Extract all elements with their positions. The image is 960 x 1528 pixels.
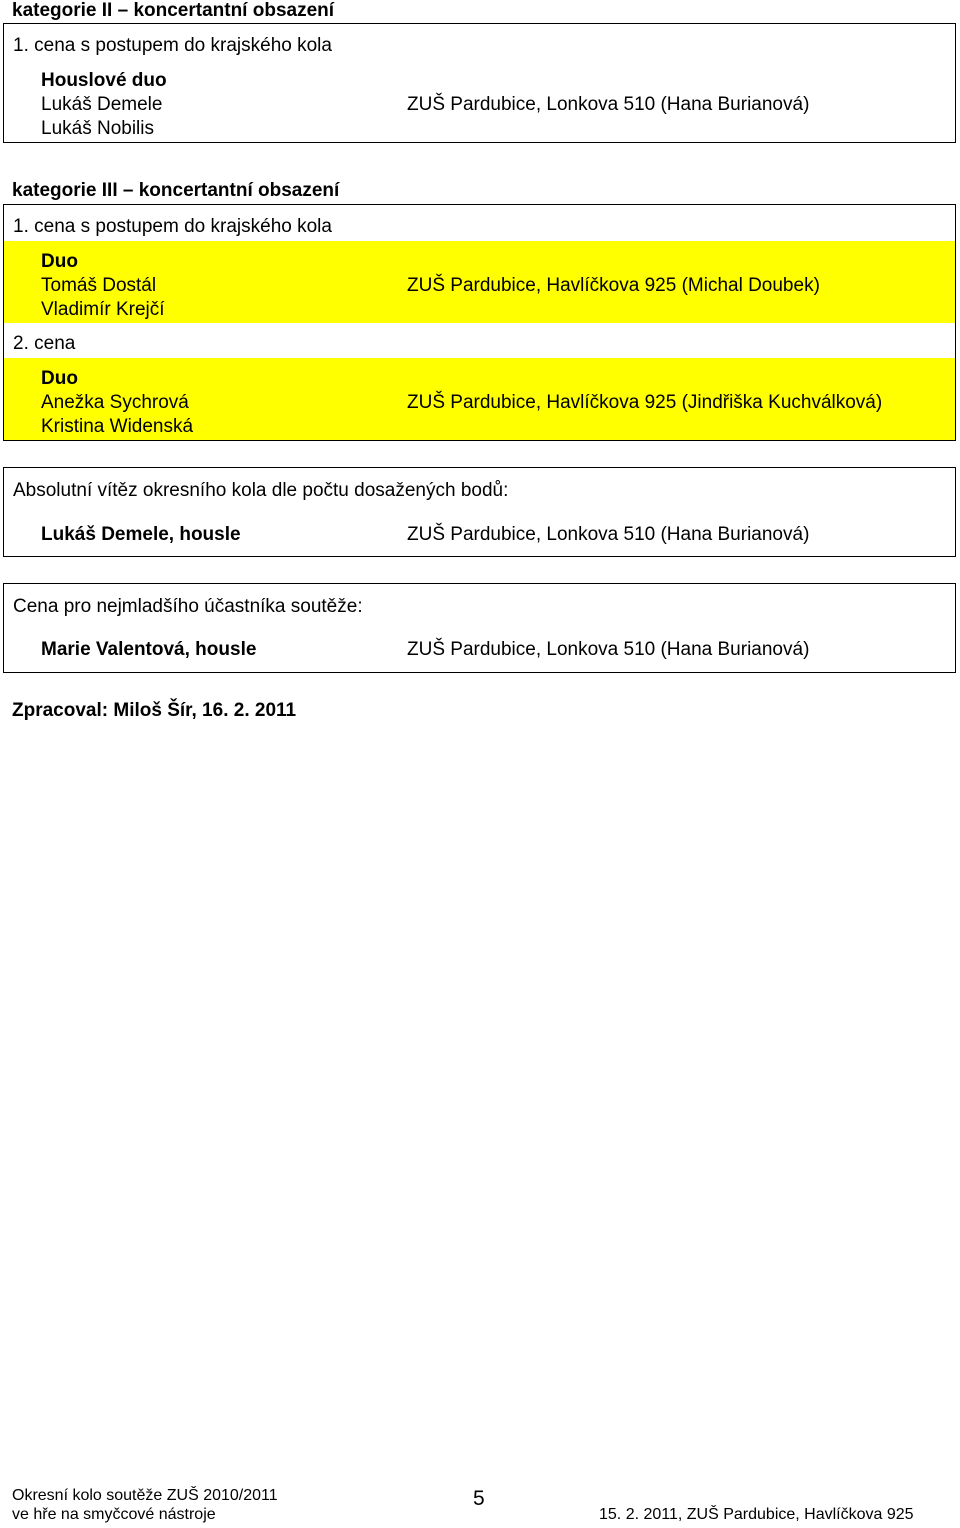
prize-label: 2. cena xyxy=(13,333,76,354)
member-name: Lukáš Demele xyxy=(41,94,163,115)
youngest-heading: Cena pro nejmladšího účastníka soutěže: xyxy=(13,596,363,617)
school-name: ZUŠ Pardubice, Havlíčkova 925 (Jindřiška Kuchválková) xyxy=(407,392,883,413)
category-iii-heading: kategorie III – koncertantní obsazení xyxy=(12,180,340,201)
youngest-participant-box xyxy=(3,583,956,673)
member-name: Tomáš Dostál xyxy=(41,275,157,296)
footer-title: Okresní kolo soutěže ZUŠ 2010/2011 xyxy=(12,1487,278,1504)
absolute-winner-heading: Absolutní vítěz okresního kola dle počtu dosažených bodů: xyxy=(13,480,509,501)
ensemble-name: Duo xyxy=(41,251,78,272)
prize-label: 1. cena s postupem do krajského kola xyxy=(13,216,332,237)
winner-name: Lukáš Demele, housle xyxy=(41,524,241,545)
ensemble-name: Houslové duo xyxy=(41,70,167,91)
absolute-winner-box xyxy=(3,467,956,557)
footer-date-place: 15. 2. 2011, ZUŠ Pardubice, Havlíčkova 925 xyxy=(599,1506,914,1523)
category-ii-box xyxy=(3,23,956,143)
member-name: Lukáš Nobilis xyxy=(41,118,154,139)
prize-label: 1. cena s postupem do krajského kola xyxy=(13,35,332,56)
school-name: ZUŠ Pardubice, Havlíčkova 925 (Michal Doubek) xyxy=(407,275,820,296)
footer-subtitle: ve hře na smyčcové nástroje xyxy=(12,1506,216,1523)
member-name: Anežka Sychrová xyxy=(41,392,189,413)
school-name: ZUŠ Pardubice, Lonkova 510 (Hana Burianová) xyxy=(407,524,810,545)
school-name: ZUŠ Pardubice, Lonkova 510 (Hana Burianová) xyxy=(407,639,810,660)
page-number: 5 xyxy=(473,1487,485,1510)
category-ii-heading: kategorie II – koncertantní obsazení xyxy=(12,0,335,21)
ensemble-name: Duo xyxy=(41,368,78,389)
processed-by: Zpracoval: Miloš Šír, 16. 2. 2011 xyxy=(12,700,297,721)
highlight-entry-2 xyxy=(4,358,955,440)
category-iii-box xyxy=(3,204,956,441)
member-name: Kristina Widenská xyxy=(41,416,194,437)
member-name: Vladimír Krejčí xyxy=(41,299,165,320)
school-name: ZUŠ Pardubice, Lonkova 510 (Hana Burianová) xyxy=(407,94,810,115)
highlight-entry-1 xyxy=(4,241,955,323)
youngest-name: Marie Valentová, housle xyxy=(41,639,257,660)
